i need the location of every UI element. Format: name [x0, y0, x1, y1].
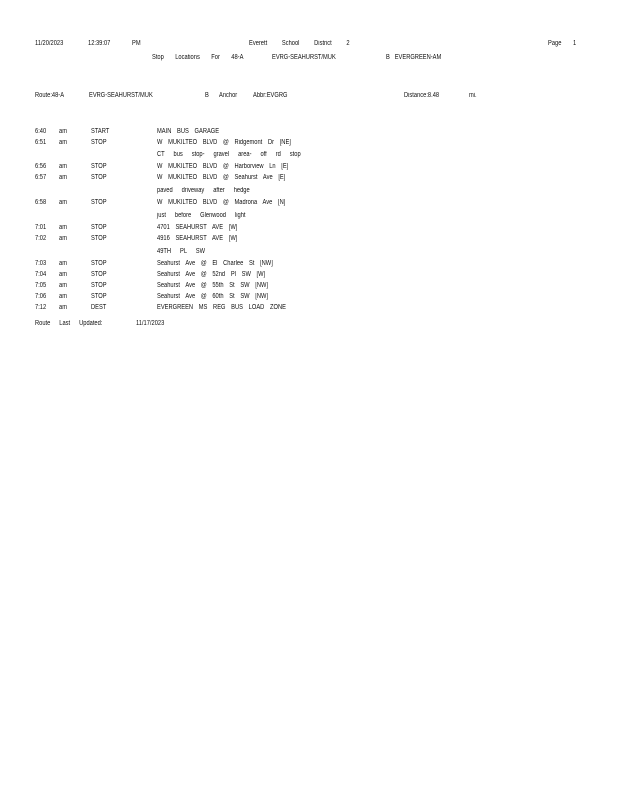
stop-row — [0, 162, 618, 173]
stop-ampm: am — [59, 224, 67, 231]
stop-time: 6:51 — [35, 139, 47, 146]
stop-row — [0, 198, 618, 209]
stop-row — [0, 223, 618, 234]
stop-location: 4701 SEAHURST AVE [W] — [157, 224, 238, 231]
stop-type: STOP — [91, 163, 107, 170]
stop-ampm: am — [59, 235, 67, 242]
stop-row — [0, 292, 618, 303]
stop-note: just before Glenwood light — [157, 212, 246, 219]
stop-location: W MUKILTEO BLVD @ Ridgemont Dr [NE] — [157, 139, 291, 146]
stop-time: 7:01 — [35, 224, 47, 231]
route-name: EVRG-SEAHURST/MUK — [89, 92, 153, 99]
stop-note: paved driveway after hedge — [157, 187, 250, 194]
stop-note-row — [0, 150, 618, 161]
stop-row — [0, 270, 618, 281]
stop-location: Seahurst Ave @ El Charlee St [NW] — [157, 260, 273, 267]
stop-time: 6:56 — [35, 163, 47, 170]
stop-row — [0, 303, 618, 314]
stop-location: W MUKILTEO BLVD @ Harborview Ln [E] — [157, 163, 289, 170]
stop-ampm: am — [59, 163, 67, 170]
page-label: Page — [548, 40, 562, 47]
stop-note: 49TH PL SW — [157, 248, 206, 255]
stop-type: STOP — [91, 282, 107, 289]
subtitle-run: B EVERGREEN-AM — [386, 54, 442, 61]
page-number: 1 — [573, 40, 577, 47]
stop-ampm: am — [59, 199, 67, 206]
stop-note-row — [0, 211, 618, 222]
stop-row — [0, 234, 618, 245]
stop-ampm: am — [59, 271, 67, 278]
stop-time: 6:40 — [35, 128, 47, 135]
stop-location: MAIN BUS GARAGE — [157, 128, 220, 135]
route-number: Route:48-A — [35, 92, 65, 99]
stop-row — [0, 127, 618, 138]
stop-time: 7:12 — [35, 304, 47, 311]
stop-time: 7:06 — [35, 293, 47, 300]
stop-ampm: am — [59, 282, 67, 289]
stop-type: STOP — [91, 174, 107, 181]
stop-location: W MUKILTEO BLVD @ Madrona Ave [N] — [157, 199, 286, 206]
stop-note-row — [0, 186, 618, 197]
stop-type: STOP — [91, 139, 107, 146]
stop-time: 6:58 — [35, 199, 47, 206]
report-subtitle: Stop Locations For 48-A — [152, 54, 244, 61]
stop-ampm: am — [59, 174, 67, 181]
stop-note-row — [0, 247, 618, 258]
district-name: Everett School District 2 — [249, 40, 350, 47]
stop-time: 7:05 — [35, 282, 47, 289]
route-anchor: Anchor — [219, 92, 238, 99]
stop-type: STOP — [91, 260, 107, 267]
stop-time: 7:03 — [35, 260, 47, 267]
stop-time: 7:04 — [35, 271, 47, 278]
stop-row — [0, 173, 618, 184]
stop-row — [0, 281, 618, 292]
stop-type: DEST — [91, 304, 107, 311]
stop-ampm: am — [59, 293, 67, 300]
stop-time: 7:02 — [35, 235, 47, 242]
last-updated-label: Route Last Updated: — [35, 320, 103, 327]
stop-type: STOP — [91, 293, 107, 300]
stop-location: W MUKILTEO BLVD @ Seahurst Ave [E] — [157, 174, 286, 181]
stop-type: STOP — [91, 271, 107, 278]
route-direction: B — [205, 92, 209, 99]
stop-location: 4916 SEAHURST AVE [W] — [157, 235, 238, 242]
last-updated-date: 11/17/2023 — [136, 320, 165, 327]
stop-location: Seahurst Ave @ 55th St SW [NW] — [157, 282, 269, 289]
stop-type: STOP — [91, 224, 107, 231]
report-period: PM — [132, 40, 141, 47]
stop-ampm: am — [59, 304, 67, 311]
stop-type: STOP — [91, 235, 107, 242]
subtitle-route-name: EVRG-SEAHURST/MUK — [272, 54, 336, 61]
stop-ampm: am — [59, 260, 67, 267]
distance-unit: mi. — [469, 92, 477, 99]
stop-note: CT bus stop- gravel area- off rd stop — [157, 151, 301, 158]
stop-time: 6:57 — [35, 174, 47, 181]
route-abbr: Abbr:EVGRG — [253, 92, 288, 99]
stop-ampm: am — [59, 128, 67, 135]
report-date: 11/20/2023 — [35, 40, 64, 47]
stop-row — [0, 259, 618, 270]
report-time: 12:39:07 — [88, 40, 111, 47]
stop-location: EVERGREEN MS REG BUS LOAD ZONE — [157, 304, 286, 311]
stop-location: Seahurst Ave @ 52nd Pl SW [W] — [157, 271, 266, 278]
stop-location: Seahurst Ave @ 60th St SW [NW] — [157, 293, 269, 300]
stop-ampm: am — [59, 139, 67, 146]
stop-type: STOP — [91, 199, 107, 206]
stop-row — [0, 138, 618, 149]
route-distance: Distance:8.48 — [404, 92, 440, 99]
stop-type: START — [91, 128, 110, 135]
